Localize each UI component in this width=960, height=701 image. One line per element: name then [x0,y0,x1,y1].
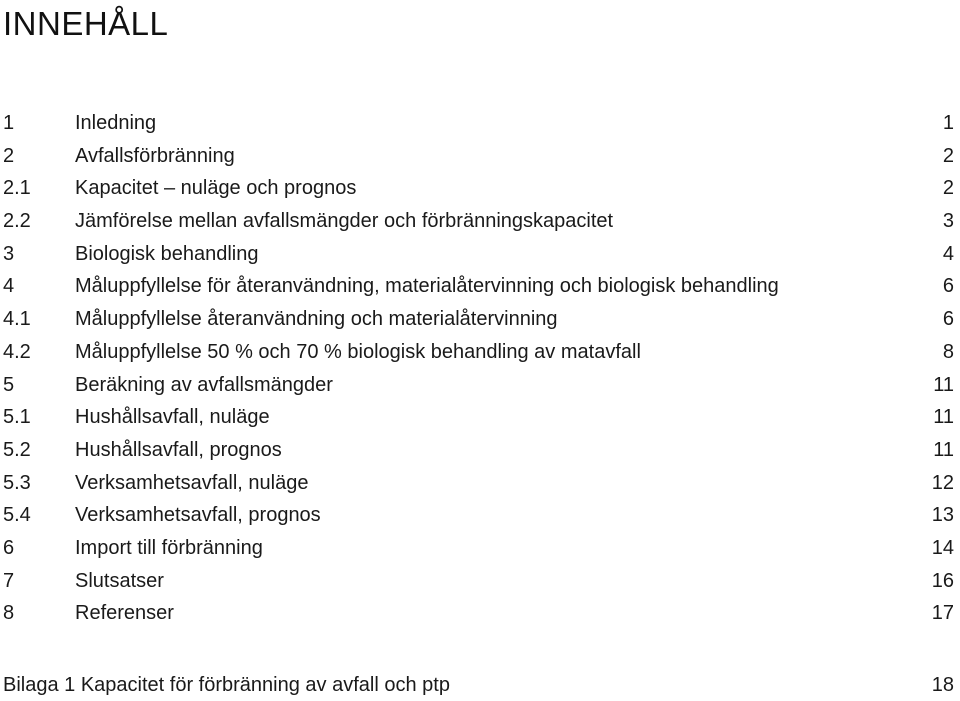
toc-entry-label[interactable]: Inledning [75,112,157,134]
toc-entry-label[interactable]: Verksamhetsavfall, prognos [75,504,321,527]
toc-entry-page: 6 [942,308,954,331]
toc-entry-page: 6 [942,275,954,298]
toc-entry-label[interactable]: Jämförelse mellan avfallsmängder och förbränningskapacitet [75,210,614,233]
toc-entry-page: 14 [931,536,954,559]
toc-entry-page: 1 [942,112,954,134]
toc-entry-page: 3 [942,210,954,233]
table-of-contents [0,107,960,630]
appendix-label[interactable]: Bilaga 1 Kapacitet för förbränning av avfall och ptp [3,674,450,696]
toc-entry[interactable] [0,303,960,336]
toc-entry-number: 5.3 [3,471,31,494]
toc-entry[interactable] [0,369,960,402]
toc-entry-page: 2 [942,177,954,200]
toc-entry-label[interactable]: Import till förbränning [75,536,263,559]
toc-entry[interactable] [0,434,960,467]
toc-entry-label[interactable]: Hushållsavfall, prognos [75,438,282,461]
toc-entry-label[interactable]: Måluppfyllelse 50 % och 70 % biologisk behandling av matavfall [75,340,641,363]
toc-entry[interactable] [0,238,960,271]
toc-entry-label[interactable]: Kapacitet – nuläge och prognos [75,177,357,200]
toc-entry-number: 4 [3,275,15,298]
appendix-page: 18 [931,674,954,696]
toc-entry-page: 17 [931,602,954,625]
toc-entry-number: 5.1 [3,406,31,429]
toc-entry-number: 1 [3,112,15,134]
toc-entry-label[interactable]: Avfallsförbränning [75,144,235,167]
toc-entry-number: 6 [3,536,15,559]
toc-entry-label[interactable]: Referenser [75,602,174,625]
toc-entry-page: 11 [933,438,954,461]
toc-entry-label[interactable]: Verksamhetsavfall, nuläge [75,471,309,494]
toc-entry-number: 5.2 [3,438,31,461]
toc-entry-number: 8 [3,602,15,625]
toc-entry[interactable] [0,401,960,434]
toc-entry-number: 7 [3,569,15,592]
toc-entry-label[interactable]: Biologisk behandling [75,242,259,265]
toc-entry-page: 16 [931,569,954,592]
toc-entry-page: 13 [931,504,954,527]
toc-entry-number: 2.2 [3,210,31,233]
toc-entry-number: 2 [3,144,15,167]
toc-entry[interactable] [0,205,960,238]
toc-entry-label[interactable]: Måluppfyllelse återanvändning och materialåtervinning [75,308,558,331]
toc-entry-number: 3 [3,242,15,265]
toc-entry-page: 4 [942,242,954,265]
toc-entry-page: 11 [933,406,954,429]
toc-entry-number: 4.2 [3,340,31,363]
toc-entry-label[interactable]: Slutsatser [75,569,164,592]
toc-entry-label[interactable]: Hushållsavfall, nuläge [75,406,270,429]
page-title: INNEHÅLL [3,5,169,42]
toc-entry-number: 4.1 [3,308,31,331]
toc-entry[interactable] [0,532,960,565]
toc-entry[interactable] [0,336,960,369]
toc-entry-page: 11 [933,373,954,396]
toc-entry-page: 12 [931,471,954,494]
toc-entry-label[interactable]: Måluppfyllelse för återanvändning, materialåtervinning och biologisk behandling [75,275,779,298]
toc-entry-number: 5 [3,373,15,396]
toc-entry-number: 2.1 [3,177,31,200]
toc-entry-number: 5.4 [3,504,31,527]
toc-entry[interactable] [0,467,960,500]
toc-entry-page: 8 [942,340,954,363]
toc-entry[interactable] [0,140,960,173]
toc-entry-page: 2 [942,144,954,167]
toc-appendix-entry[interactable] [0,669,960,701]
toc-entry[interactable] [0,172,960,205]
toc-entry[interactable] [0,565,960,598]
toc-entry[interactable] [0,499,960,532]
toc-entry[interactable] [0,107,960,140]
toc-entry-label[interactable]: Beräkning av avfallsmängder [75,373,333,396]
toc-entry[interactable] [0,270,960,303]
toc-entry[interactable] [0,597,960,630]
